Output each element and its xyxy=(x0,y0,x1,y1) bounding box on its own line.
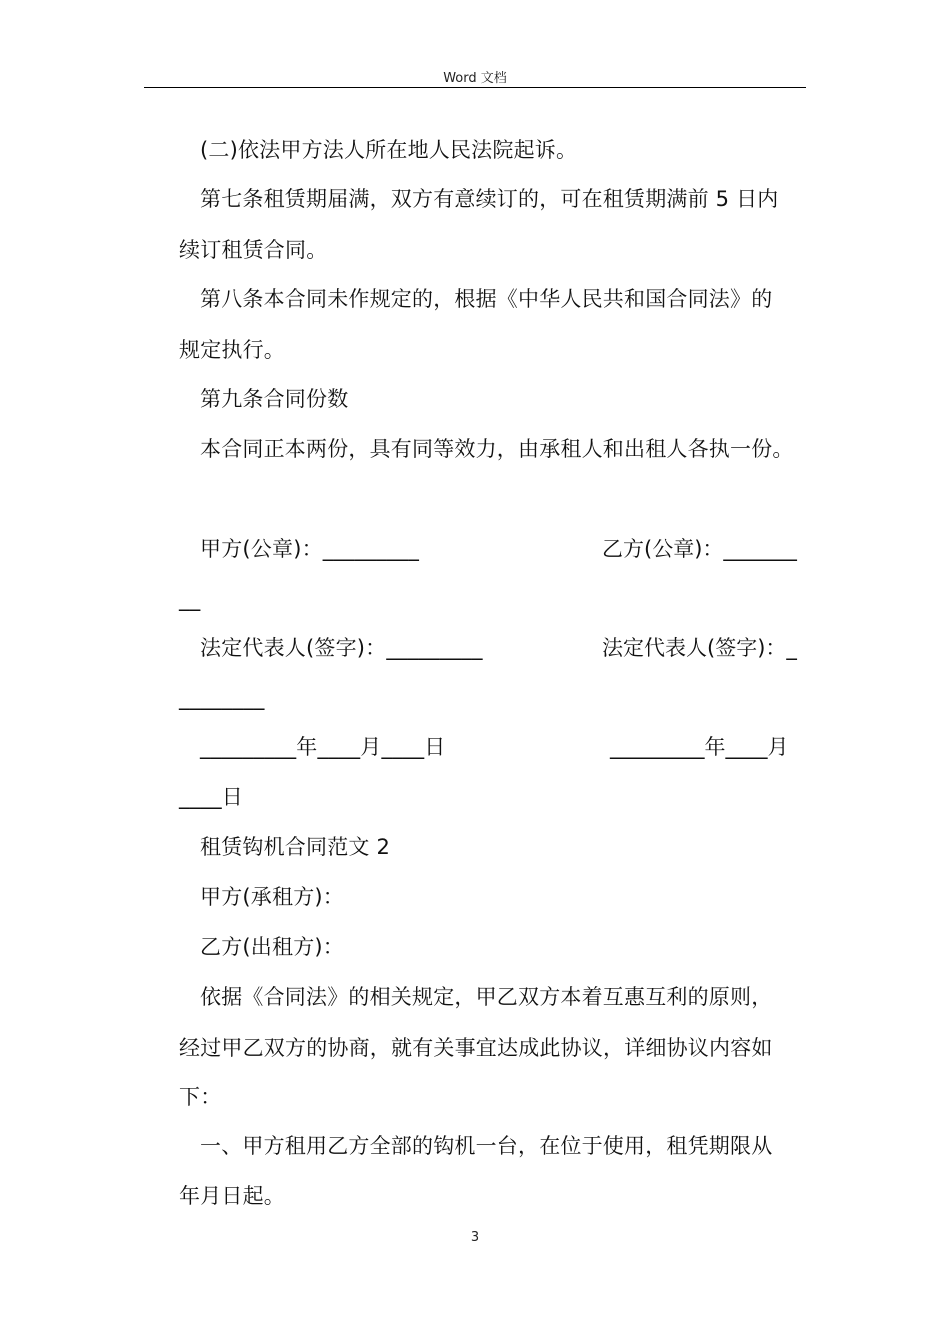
party-b-date-continuation: ____日 xyxy=(179,785,243,809)
party-a-rep-line: 法定代表人(签字)：_________ xyxy=(200,636,483,660)
paragraph-line: 本合同正本两份，具有同等效力，由承租人和出租人各执一份。 xyxy=(200,437,794,461)
section-title: 租赁钩机合同范文 2 xyxy=(200,835,391,859)
header-divider xyxy=(144,87,806,88)
party-b-rep-line: 法定代表人(签字)：_ xyxy=(602,636,797,660)
party-a-seal-line: 甲方(公章)：_________ xyxy=(200,537,420,561)
paragraph-line: 经过甲乙双方的协商，就有关事宜达成此协议，详细协议内容如 xyxy=(179,1036,773,1060)
paragraph-line: 第八条本合同未作规定的，根据《中华人民共和国合同法》的 xyxy=(200,287,773,311)
party-b-seal-continuation: __ xyxy=(179,587,201,611)
paragraph-line: 一、甲方租用乙方全部的钩机一台，在位于使用，租凭期限从 xyxy=(200,1134,773,1158)
paragraph-line: (二)依法甲方法人所在地人民法院起诉。 xyxy=(200,138,578,162)
party-b-seal-line: 乙方(公章)：_______ xyxy=(602,537,797,561)
paragraph-line: 第七条租赁期届满，双方有意续订的，可在租赁期满前 5 日内 xyxy=(200,187,779,211)
paragraph-line: 规定执行。 xyxy=(179,338,285,362)
paragraph-line: 甲方(承租方)： xyxy=(200,885,344,909)
party-b-rep-continuation: ________ xyxy=(179,686,265,710)
page-number: 3 xyxy=(470,1230,480,1245)
page-header-title: Word 文档 xyxy=(443,71,507,86)
paragraph-line: 年月日起。 xyxy=(179,1184,285,1208)
paragraph-line: 续订租赁合同。 xyxy=(179,238,328,262)
party-b-date-line: _________年____月 xyxy=(610,735,789,759)
party-a-date-line: _________年____月____日 xyxy=(200,735,446,759)
paragraph-line: 乙方(出租方)： xyxy=(200,935,344,959)
paragraph-line: 依据《合同法》的相关规定，甲乙双方本着互惠互利的原则， xyxy=(200,985,773,1009)
paragraph-line: 第九条合同份数 xyxy=(200,387,349,411)
paragraph-line: 下： xyxy=(179,1085,222,1109)
